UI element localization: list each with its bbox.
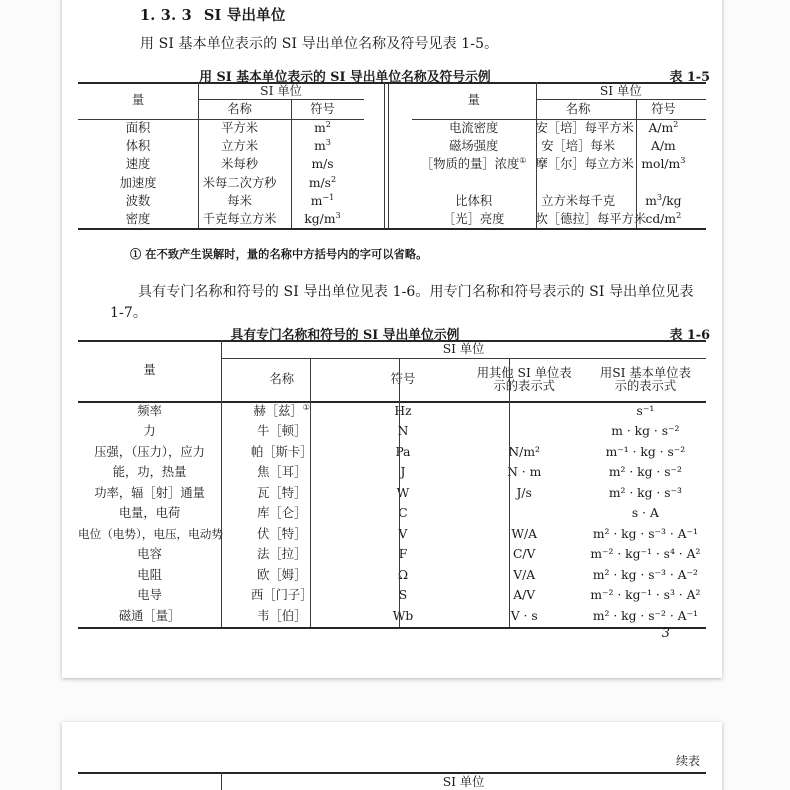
cell-quantity: ［物质的量］浓度① (420, 155, 527, 172)
cell-other-expression (464, 422, 585, 443)
th-quantity: 量 (467, 92, 480, 107)
table-1-6-title: 具有专门名称和符号的 SI 导出单位示例 (230, 328, 460, 343)
t16-vline-2 (310, 358, 311, 627)
table-1-5-footnote: ① 在不致产生误解时，量的名称中方括号内的字可以省略。 (130, 247, 428, 261)
cell-symbol: $m^3/kg$ (645, 191, 682, 209)
cell-base-expression: m² · kg · s⁻² (608, 465, 682, 480)
table-row (78, 524, 706, 545)
table-row (78, 463, 706, 484)
cell-symbol (621, 174, 706, 192)
table-row (78, 192, 364, 210)
th-other-expression: 用其他 SI 单位表 示的表示式 (476, 365, 572, 393)
cell-other-expression (464, 401, 585, 422)
cell-symbol: Wb (392, 608, 414, 623)
cell-quantity: 功率，辐［射］通量 (94, 485, 205, 500)
table-row (78, 211, 364, 229)
table-row (78, 483, 706, 504)
cell-name: 安［培］每平方米 (535, 120, 634, 135)
t16-header-rule (78, 401, 706, 403)
table-row (78, 156, 364, 174)
cell-name: 帕［斯卡］ (251, 444, 313, 459)
cell-other-expression: W/A (511, 526, 538, 541)
t16-vline-4 (509, 358, 510, 627)
table-row (78, 606, 706, 627)
cell-name: 韦［伯］ (257, 608, 307, 623)
continued-table-label: 续表 (675, 754, 700, 768)
cell-symbol: $cd/m^2$ (645, 210, 682, 227)
th-name: 名称 (227, 102, 252, 117)
cell-quantity: 电容 (137, 547, 162, 562)
cell-name: 立方米每千克 (541, 194, 615, 209)
cell-other-expression: V · s (510, 608, 538, 623)
table-row (78, 586, 706, 607)
cell-symbol: Hz (394, 403, 412, 418)
cell-base-expression: m⁻² · kg⁻¹ · s³ · A² (590, 588, 701, 603)
t15r-vline-1 (536, 82, 537, 228)
table-1-6 (78, 340, 706, 627)
cell-symbol: $m^{-1}$ (310, 191, 335, 209)
table-1-5-center-divider-a (384, 83, 385, 228)
th-si-unit: SI 单位 (260, 83, 302, 98)
th-si-unit: SI 单位 (442, 774, 485, 789)
th-name: 名称 (269, 372, 295, 387)
cell-quantity: 波数 (125, 194, 151, 209)
cell-name (535, 174, 620, 192)
section-heading (140, 4, 286, 25)
cell-name: 平方米 (221, 120, 259, 135)
table-1-5-right-grid (412, 82, 706, 229)
cell-name: 西［门子］ (251, 588, 313, 603)
table-1-6-grid (78, 340, 706, 627)
cell-quantity: 电流密度 (449, 120, 499, 135)
table-1-6-number: 表 1-6 (669, 328, 710, 343)
continued-table-vline-1 (221, 772, 222, 790)
cell-base-expression: m · kg · s⁻² (611, 424, 680, 439)
table-row (78, 119, 364, 137)
cell-name: 瓦［特］ (257, 485, 307, 500)
cell-quantity: 密度 (125, 212, 151, 227)
cell-base-expression: s · A (631, 506, 659, 521)
cell-symbol: V (398, 526, 408, 541)
cell-quantity: 速度 (125, 157, 151, 172)
continued-table-top-rule (78, 772, 706, 774)
cell-quantity: 面积 (125, 120, 151, 135)
cell-symbol: J (400, 465, 406, 480)
table-row-empty (412, 174, 706, 192)
cell-symbol: W (396, 485, 410, 500)
table-row (78, 137, 364, 155)
table-header-row (78, 340, 706, 358)
cell-other-expression: N · m (507, 465, 542, 480)
cell-symbol: $A/m^2$ (648, 118, 679, 135)
cell-symbol: Pa (395, 444, 411, 459)
table-row (78, 422, 706, 443)
table-1-5-title: 用 SI 基本单位表示的 SI 导出单位名称及符号示例 (199, 70, 491, 85)
t15r-header-rule (412, 119, 706, 120)
t16-subheader-rule (221, 358, 706, 359)
table-row (78, 545, 706, 566)
table-1-6-top-rule (78, 340, 706, 342)
intro-paragraph-2: 具有专门名称和符号的 SI 导出单位见表 1-6。用专门名称和符号表示的 SI 导出单位见表 1-7。 (110, 284, 694, 321)
cell-name: 摩［尔］每立方米 (535, 157, 634, 172)
cell-quantity: 力 (143, 424, 156, 439)
cell-other-expression: V/A (513, 567, 536, 582)
cell-name: 千克每立方米 (202, 212, 277, 227)
cell-symbol: mol/$m^3$ (641, 155, 686, 172)
th-si-unit: SI 单位 (599, 83, 642, 98)
cell-symbol: $m^2$ (314, 118, 331, 135)
table-1-5-number: 表 1-5 (669, 70, 710, 85)
cell-symbol: C (398, 506, 408, 521)
table-1-5-left-grid (78, 82, 364, 229)
cell-name: 米每秒 (221, 157, 259, 172)
cell-quantity: ［光］亮度 (442, 212, 505, 227)
th-si-unit: SI 单位 (442, 341, 485, 356)
page-number: 3 (661, 626, 670, 641)
table-1-5-right-half (412, 82, 706, 229)
table-1-5-center-divider-b (388, 83, 389, 228)
cell-quantity: 电导 (137, 588, 162, 603)
cell-base-expression: m² · kg · s⁻³ · A⁻² (592, 567, 698, 582)
th-name: 名称 (565, 102, 591, 117)
cell-symbol: $kg/m^3$ (304, 210, 341, 227)
cell-other-expression: J/s (516, 485, 532, 500)
cell-base-expression: m² · kg · s⁻³ · A⁻¹ (592, 526, 698, 541)
th-symbol: 符号 (310, 102, 335, 117)
cell-other-expression: C/V (512, 547, 536, 562)
continued-table (78, 772, 706, 790)
table-row (78, 442, 706, 463)
section-number: 1. 3. 3 (140, 7, 192, 24)
t15l-subheader-rule (198, 99, 364, 100)
table-row (412, 119, 706, 137)
th-base-expression: 用SI 基本单位表 示的表示式 (599, 365, 691, 393)
cell-quantity (412, 174, 535, 192)
cell-quantity: 比体积 (455, 194, 493, 209)
table-header-row (412, 82, 706, 100)
cell-quantity: 磁通［量］ (118, 608, 181, 623)
t15r-vline-2 (636, 99, 637, 228)
cell-symbol: A/m (651, 138, 676, 153)
table-row (412, 211, 706, 229)
cell-symbol: F (398, 547, 408, 562)
cell-symbol: S (398, 588, 408, 603)
cell-other-expression: N/m² (508, 444, 540, 459)
page-sheet-3 (62, 0, 722, 678)
table-1-6-bottom-rule (78, 627, 706, 629)
cell-name: 库［仑］ (257, 506, 307, 521)
cell-name: 焦［耳］ (257, 465, 307, 480)
cell-other-expression: A/V (513, 588, 536, 603)
cell-name: 立方米 (221, 138, 259, 153)
cell-symbol: $m^3$ (314, 136, 331, 153)
continued-table-grid (78, 772, 706, 790)
cell-quantity: 频率 (137, 403, 162, 418)
t15r-subheader-rule (536, 99, 706, 100)
cell-symbol: $m/s^2$ (308, 173, 337, 190)
cell-quantity: 电量，电荷 (118, 506, 181, 521)
page-sheet-next (62, 722, 722, 790)
cell-symbol: Ω (397, 567, 409, 582)
cell-quantity: 电阻 (137, 567, 162, 582)
cell-name: 欧［姆］ (257, 567, 307, 582)
cell-name: 每米 (227, 194, 252, 209)
th-quantity-placeholder (78, 772, 221, 790)
cell-quantity: 加速度 (119, 175, 157, 190)
cell-name: 坎［德拉］每平方米 (535, 212, 647, 227)
table-row (412, 137, 706, 155)
t15l-vline-1 (198, 82, 199, 228)
cell-symbol: m/s (311, 157, 334, 172)
table-row (78, 504, 706, 525)
cell-quantity: 磁场强度 (449, 138, 499, 153)
intro-paragraph-1: 用 SI 基本单位表示的 SI 导出单位名称及符号见表 1-5。 (140, 36, 499, 52)
cell-quantity: 压强，（压力），应力 (94, 444, 205, 459)
cell-name: 赫［兹］① (253, 401, 311, 418)
cell-name: 法［拉］ (257, 547, 307, 562)
table-row (78, 174, 364, 192)
t15l-vline-2 (291, 99, 292, 228)
cell-base-expression: s⁻¹ (636, 403, 655, 418)
th-quantity: 量 (131, 92, 145, 107)
cell-base-expression: m⁻¹ · kg · s⁻² (605, 444, 686, 459)
cell-name: 伏［特］ (257, 526, 307, 541)
table-header-row (78, 82, 364, 100)
th-quantity: 量 (143, 363, 156, 378)
table-row (78, 565, 706, 586)
cell-quantity: 能，功，热量 (112, 465, 187, 480)
section-title: SI 导出单位 (203, 7, 286, 24)
cell-other-expression (464, 504, 585, 525)
table-header-row (78, 772, 706, 790)
table-row (412, 192, 706, 210)
cell-quantity: 体积 (125, 138, 151, 153)
t16-vline-3 (399, 358, 400, 627)
table-row (78, 401, 706, 422)
cell-symbol: N (397, 424, 409, 439)
th-symbol: 符号 (651, 102, 676, 117)
table-1-5-left-half (78, 82, 364, 229)
cell-base-expression: m⁻² · kg⁻¹ · s⁴ · A² (590, 547, 701, 562)
t15l-header-rule (78, 119, 364, 120)
cell-base-expression: m² · kg · s⁻² · A⁻¹ (592, 608, 698, 623)
cell-name: 米每二次方秒 (202, 175, 277, 190)
cell-quantity: 电位（电势），电压，电动势 (78, 527, 223, 542)
cell-base-expression: m² · kg · s⁻³ (608, 485, 682, 500)
table-row (412, 156, 706, 174)
t16-vline-1 (221, 340, 222, 627)
th-symbol: 符号 (390, 372, 416, 387)
cell-name: 安［培］每米 (541, 138, 615, 153)
cell-name: 牛［顿］ (257, 424, 307, 439)
